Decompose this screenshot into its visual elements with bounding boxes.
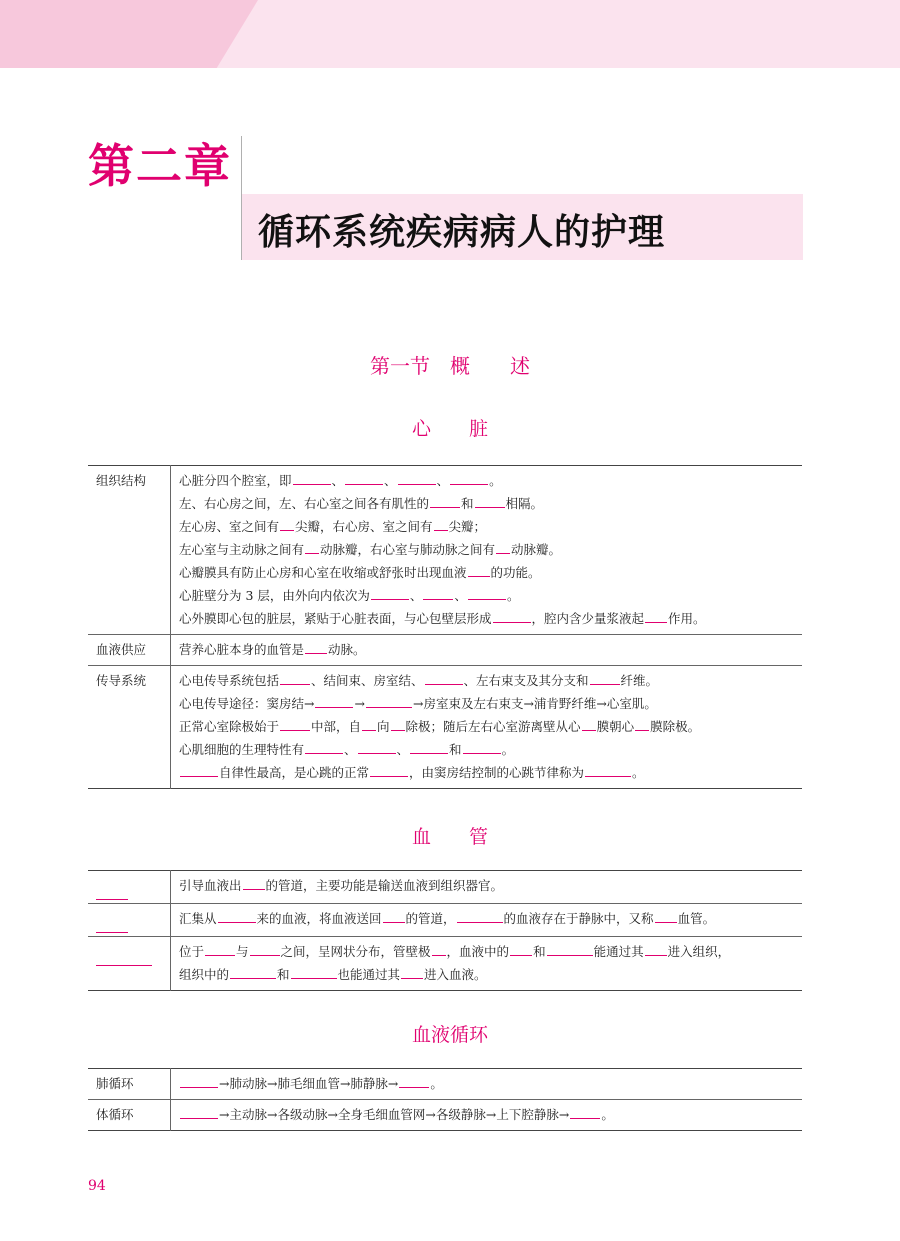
row-label xyxy=(88,937,171,991)
content-line xyxy=(179,940,802,963)
content-line xyxy=(179,515,802,538)
line-text: 来的血液，将血液送回 xyxy=(256,911,382,926)
fill-in-blank[interactable] xyxy=(434,516,448,531)
fill-in-blank[interactable] xyxy=(358,739,396,754)
fill-in-blank[interactable] xyxy=(547,941,593,956)
line-text: 位于 xyxy=(179,944,205,959)
fill-in-blank[interactable] xyxy=(510,941,532,956)
line-text: 左心房、室之间有 xyxy=(179,519,280,534)
fill-in-blank[interactable] xyxy=(635,716,649,731)
line-text: 进入组织， xyxy=(667,944,731,959)
line-text: 、 xyxy=(331,473,345,488)
line-text: 中部，自 xyxy=(311,719,362,734)
content-line xyxy=(179,638,802,661)
fill-in-blank[interactable] xyxy=(305,739,343,754)
line-text: 心外膜即心包的脏层，紧贴于心脏表面，与心包壁层形成 xyxy=(179,611,492,626)
row-content xyxy=(171,666,803,789)
fill-in-blank[interactable] xyxy=(280,670,310,685)
circulation-title: 血液循环 xyxy=(411,1024,488,1046)
line-text: 。 xyxy=(632,765,645,780)
row-content xyxy=(171,635,803,666)
table-row xyxy=(88,871,802,904)
fill-in-blank[interactable] xyxy=(399,1073,429,1088)
row-content xyxy=(171,904,803,937)
line-text: 作用。 xyxy=(668,611,706,626)
fill-in-blank[interactable] xyxy=(475,493,505,508)
line-text: ，腔内含少量浆液起 xyxy=(531,611,645,626)
line-text: 尖瓣； xyxy=(448,519,487,534)
line-text: 左、右心房之间，左、右心室之间各有肌性的 xyxy=(179,496,430,511)
fill-in-blank[interactable] xyxy=(315,693,353,708)
line-text: 左心室与主动脉之间有 xyxy=(179,542,305,557)
line-text: 动脉瓣。 xyxy=(511,542,562,557)
line-text: 心肌细胞的生理特性有 xyxy=(179,742,305,757)
fill-in-blank[interactable] xyxy=(468,585,506,600)
fill-in-blank[interactable] xyxy=(305,639,327,654)
table-row xyxy=(88,904,802,937)
line-text: 与 xyxy=(236,944,249,959)
fill-in-blank[interactable] xyxy=(96,918,128,933)
row-content xyxy=(171,1100,803,1131)
table-row xyxy=(88,635,802,666)
fill-in-blank[interactable] xyxy=(371,585,409,600)
row-label: 血液供应 xyxy=(88,635,171,666)
line-text: 正常心室除极始于 xyxy=(179,719,280,734)
line-text: 。 xyxy=(430,1076,443,1091)
line-text: 的血液存在于静脉中，又称 xyxy=(503,911,654,926)
fill-in-blank[interactable] xyxy=(96,885,128,900)
fill-in-blank[interactable] xyxy=(585,762,631,777)
content-line xyxy=(179,963,802,986)
content-line xyxy=(179,907,802,930)
line-text: →房室束及左右束支→浦肯野纤维→心室肌。 xyxy=(412,696,657,711)
fill-in-blank[interactable] xyxy=(590,670,620,685)
content-line xyxy=(179,538,802,561)
line-text: 。 xyxy=(489,473,502,488)
line-text: 心电传导途径：窦房结→ xyxy=(179,696,315,711)
row-label: 肺循环 xyxy=(88,1069,171,1100)
row-label: 组织结构 xyxy=(88,466,171,635)
line-text: 心瓣膜具有防止心房和心室在收缩或舒张时出现血液 xyxy=(179,565,467,580)
chapter-number: 第二章 xyxy=(88,139,232,193)
line-text: →主动脉→各级动脉→全身毛细血管网→各级静脉→上下腔静脉→ xyxy=(219,1107,570,1122)
line-text: 、 xyxy=(436,473,450,488)
row-content xyxy=(171,466,803,635)
fill-in-blank[interactable] xyxy=(655,908,677,923)
fill-in-blank[interactable] xyxy=(645,941,667,956)
line-text: 、结间束、房室结、 xyxy=(311,673,424,688)
content-line xyxy=(179,1072,802,1095)
line-text: 除极；随后左右心室游离壁从心 xyxy=(405,719,581,734)
line-text: 膜除极。 xyxy=(650,719,701,734)
line-text: 纤维。 xyxy=(620,673,659,688)
fill-in-blank[interactable] xyxy=(582,716,596,731)
content-line xyxy=(179,669,802,692)
fill-in-blank[interactable] xyxy=(450,470,488,485)
content-line xyxy=(179,692,802,715)
line-text: ，由窦房结控制的心跳节律称为 xyxy=(409,765,585,780)
line-text: 。 xyxy=(501,742,515,757)
line-text: 自律性最高，是心跳的正常 xyxy=(219,765,370,780)
fill-in-blank[interactable] xyxy=(345,470,383,485)
line-text: 组织中的 xyxy=(179,967,230,982)
line-text: → xyxy=(354,696,365,711)
fill-in-blank[interactable] xyxy=(250,941,280,956)
line-text: →肺动脉→肺毛细血管→肺静脉→ xyxy=(219,1076,399,1091)
line-text: 之间，呈网状分布，管壁极 xyxy=(280,944,431,959)
row-label: 体循环 xyxy=(88,1100,171,1131)
page-number: 94 xyxy=(88,1178,106,1194)
header-band-accent xyxy=(0,0,258,68)
line-text: 。 xyxy=(506,588,520,603)
fill-in-blank[interactable] xyxy=(423,585,453,600)
section-title: 第一节 概 述 xyxy=(370,354,530,378)
fill-in-blank[interactable] xyxy=(96,951,152,966)
line-text: 营养心脏本身的血管是 xyxy=(179,642,305,657)
heart-title: 心 脏 xyxy=(411,418,488,440)
content-line xyxy=(179,874,802,897)
fill-in-blank[interactable] xyxy=(410,739,448,754)
line-text: 、 xyxy=(384,473,397,488)
content-line xyxy=(179,1103,802,1126)
fill-in-blank[interactable] xyxy=(180,1073,218,1088)
line-text: 向 xyxy=(377,719,390,734)
table-row xyxy=(88,937,802,991)
fill-in-blank[interactable] xyxy=(180,1104,218,1119)
line-text: ，血液中的 xyxy=(446,944,510,959)
fill-in-blank[interactable] xyxy=(280,516,294,531)
line-text: 也能通过其 xyxy=(337,967,401,982)
row-label: 传导系统 xyxy=(88,666,171,789)
fill-in-blank[interactable] xyxy=(291,964,337,979)
fill-in-blank[interactable] xyxy=(391,716,405,731)
fill-in-blank[interactable] xyxy=(457,908,503,923)
line-text: 心电传导系统包括 xyxy=(179,673,280,688)
line-text: 、 xyxy=(344,742,357,757)
vessels-table xyxy=(88,870,802,991)
fill-in-blank[interactable] xyxy=(383,908,405,923)
line-text: 心脏分四个腔室，即 xyxy=(179,473,292,488)
fill-in-blank[interactable] xyxy=(432,941,446,956)
fill-in-blank[interactable] xyxy=(398,470,436,485)
fill-in-blank[interactable] xyxy=(366,693,412,708)
row-content xyxy=(171,1069,803,1100)
line-text: 的管道，主要功能是输送血液到组织器官。 xyxy=(265,878,504,893)
circulation-table xyxy=(88,1068,802,1131)
fill-in-blank[interactable] xyxy=(230,964,276,979)
line-text: 膜朝心 xyxy=(596,719,635,734)
fill-in-blank[interactable] xyxy=(430,493,460,508)
table-row xyxy=(88,466,802,635)
content-line xyxy=(179,738,802,761)
chapter-title: 循环系统疾病病人的护理 xyxy=(258,212,666,253)
fill-in-blank[interactable] xyxy=(180,762,218,777)
content-line xyxy=(179,492,802,515)
line-text: 相隔。 xyxy=(505,496,544,511)
fill-in-blank[interactable] xyxy=(218,908,256,923)
line-text: 的功能。 xyxy=(490,565,541,580)
line-text: 。 xyxy=(601,1107,614,1122)
line-text: 和 xyxy=(461,496,474,511)
line-text: 进入血液。 xyxy=(424,967,487,982)
line-text: 、 xyxy=(396,742,410,757)
row-content xyxy=(171,871,803,904)
fill-in-blank[interactable] xyxy=(570,1104,600,1119)
line-text: 动脉。 xyxy=(328,642,366,657)
table-row xyxy=(88,666,802,789)
line-text: 动脉瓣，右心室与肺动脉之间有 xyxy=(320,542,496,557)
line-text: 、左右束支及其分支和 xyxy=(463,673,589,688)
line-text: 汇集从 xyxy=(179,911,217,926)
line-text: 和 xyxy=(449,742,462,757)
line-text: 尖瓣，右心房、室之间有 xyxy=(295,519,433,534)
fill-in-blank[interactable] xyxy=(305,539,319,554)
fill-in-blank[interactable] xyxy=(293,470,331,485)
fill-in-blank[interactable] xyxy=(205,941,235,956)
fill-in-blank[interactable] xyxy=(425,670,463,685)
row-label xyxy=(88,871,171,904)
content-line xyxy=(179,715,802,738)
line-text: 和 xyxy=(277,967,290,982)
vessels-title: 血 管 xyxy=(411,826,488,848)
line-text: 、 xyxy=(454,588,467,603)
line-text: 能通过其 xyxy=(593,944,644,959)
line-text: 引导血液出 xyxy=(179,878,242,893)
line-text: 心脏壁分为 3 层，由外向内依次为 xyxy=(179,588,370,603)
fill-in-blank[interactable] xyxy=(493,608,531,623)
fill-in-blank[interactable] xyxy=(463,739,501,754)
line-text: 血管。 xyxy=(677,911,716,926)
fill-in-blank[interactable] xyxy=(362,716,376,731)
table-row xyxy=(88,1100,802,1131)
row-label xyxy=(88,904,171,937)
fill-in-blank[interactable] xyxy=(468,562,490,577)
fill-in-blank[interactable] xyxy=(280,716,310,731)
fill-in-blank[interactable] xyxy=(645,608,667,623)
heart-table xyxy=(88,465,802,789)
fill-in-blank[interactable] xyxy=(496,539,510,554)
content-line xyxy=(179,561,802,584)
line-text: 的管道， xyxy=(405,911,456,926)
content-line xyxy=(179,584,802,607)
line-text: 、 xyxy=(409,588,423,603)
fill-in-blank[interactable] xyxy=(243,875,265,890)
fill-in-blank[interactable] xyxy=(370,762,408,777)
content-line xyxy=(179,761,802,784)
line-text: 和 xyxy=(533,944,546,959)
fill-in-blank[interactable] xyxy=(401,964,423,979)
row-content xyxy=(171,937,803,991)
table-row xyxy=(88,1069,802,1100)
content-line xyxy=(179,607,802,630)
content-line xyxy=(179,469,802,492)
